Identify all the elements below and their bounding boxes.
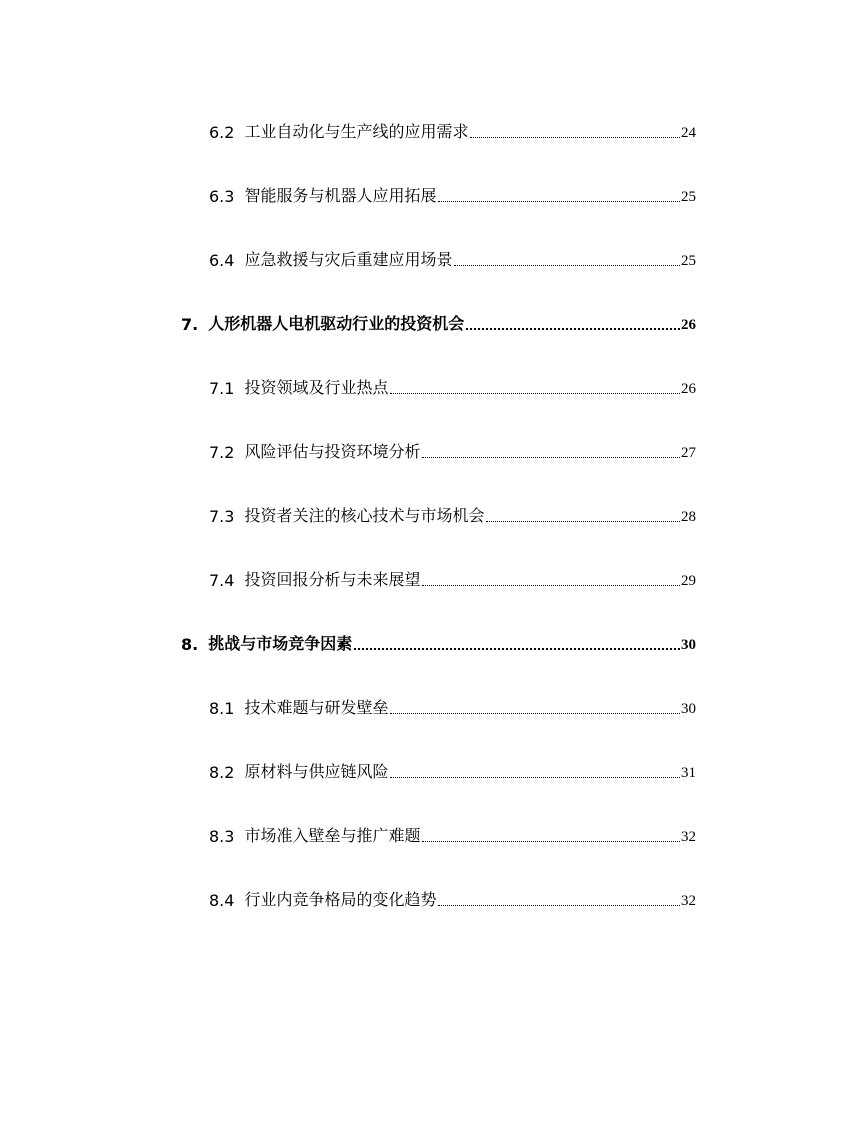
toc-entry-title: 智能服务与机器人应用拓展 [244, 186, 437, 205]
toc-entry-8-4[interactable] [209, 886, 696, 910]
toc-dot-leader [390, 705, 680, 714]
toc-entry-number: 7.4 [209, 571, 235, 590]
toc-entry-7[interactable] [181, 310, 696, 334]
toc-entry-number: 6.3 [209, 187, 235, 206]
toc-entry-7-4[interactable] [209, 566, 696, 590]
toc-entry-title: 投资者关注的核心技术与市场机会 [244, 506, 485, 525]
toc-entry-number: 7. [181, 315, 199, 334]
toc-entry-title: 应急救援与灾后重建应用场景 [244, 250, 453, 269]
toc-entry-page: 30 [681, 637, 696, 653]
toc-entry-7-2[interactable] [209, 438, 696, 462]
toc-dot-leader [486, 513, 680, 522]
toc-entry-8-1[interactable] [209, 694, 696, 718]
toc-entry-number: 8.1 [209, 699, 235, 718]
toc-dot-leader [422, 449, 680, 458]
toc-entry-page: 28 [681, 509, 696, 525]
toc-entry-title: 工业自动化与生产线的应用需求 [244, 122, 469, 141]
toc-entry-title: 投资回报分析与未来展望 [244, 570, 421, 589]
toc-dot-leader [390, 769, 680, 778]
toc-entry-page: 27 [681, 445, 696, 461]
toc-entry-title: 技术难题与研发壁垒 [244, 698, 389, 717]
toc-dot-leader [390, 385, 680, 394]
toc-entry-title: 市场准入壁垒与推广难题 [244, 826, 421, 845]
toc-dot-leader [466, 320, 680, 330]
toc-dot-leader [470, 129, 680, 138]
toc-entry-7-3[interactable] [209, 502, 696, 526]
toc-entry-6-2[interactable] [209, 118, 696, 142]
toc-dot-leader [354, 640, 680, 650]
toc-entry-number: 7.3 [209, 507, 235, 526]
toc-entry-page: 29 [681, 573, 696, 589]
toc-entry-page: 32 [681, 829, 696, 845]
toc-entry-title: 人形机器人电机驱动行业的投资机会 [208, 314, 465, 333]
toc-entry-page: 30 [681, 701, 696, 717]
toc-entry-number: 8.3 [209, 827, 235, 846]
toc-entry-page: 24 [681, 125, 696, 141]
toc-entry-number: 8. [181, 635, 199, 654]
toc-entry-number: 7.2 [209, 443, 235, 462]
toc-entry-title: 挑战与市场竞争因素 [208, 634, 353, 653]
toc-entry-title: 行业内竞争格局的变化趋势 [244, 890, 437, 909]
toc-entry-title: 风险评估与投资环境分析 [244, 442, 421, 461]
toc-entry-8-3[interactable] [209, 822, 696, 846]
toc-dot-leader [422, 577, 680, 586]
toc-dot-leader [438, 193, 680, 202]
toc-entry-title: 原材料与供应链风险 [244, 762, 389, 781]
toc-entry-number: 6.2 [209, 123, 235, 142]
toc-entry-number: 8.4 [209, 891, 235, 910]
toc-entry-8-2[interactable] [209, 758, 696, 782]
toc-entry-6-3[interactable] [209, 182, 696, 206]
toc-dot-leader [422, 833, 680, 842]
toc-entry-6-4[interactable] [209, 246, 696, 270]
toc-entry-number: 7.1 [209, 379, 235, 398]
toc-entry-page: 32 [681, 893, 696, 909]
toc-dot-leader [454, 257, 680, 266]
toc-entry-page: 26 [681, 381, 696, 397]
toc-entry-number: 8.2 [209, 763, 235, 782]
toc-entry-page: 25 [681, 253, 696, 269]
toc-dot-leader [438, 897, 680, 906]
toc-entry-page: 25 [681, 189, 696, 205]
toc-entry-title: 投资领域及行业热点 [244, 378, 389, 397]
toc-entry-number: 6.4 [209, 251, 235, 270]
toc-entry-page: 31 [681, 765, 696, 781]
toc-entry-7-1[interactable] [209, 374, 696, 398]
toc-entry-8[interactable] [181, 630, 696, 654]
toc-entry-page: 26 [681, 317, 696, 333]
